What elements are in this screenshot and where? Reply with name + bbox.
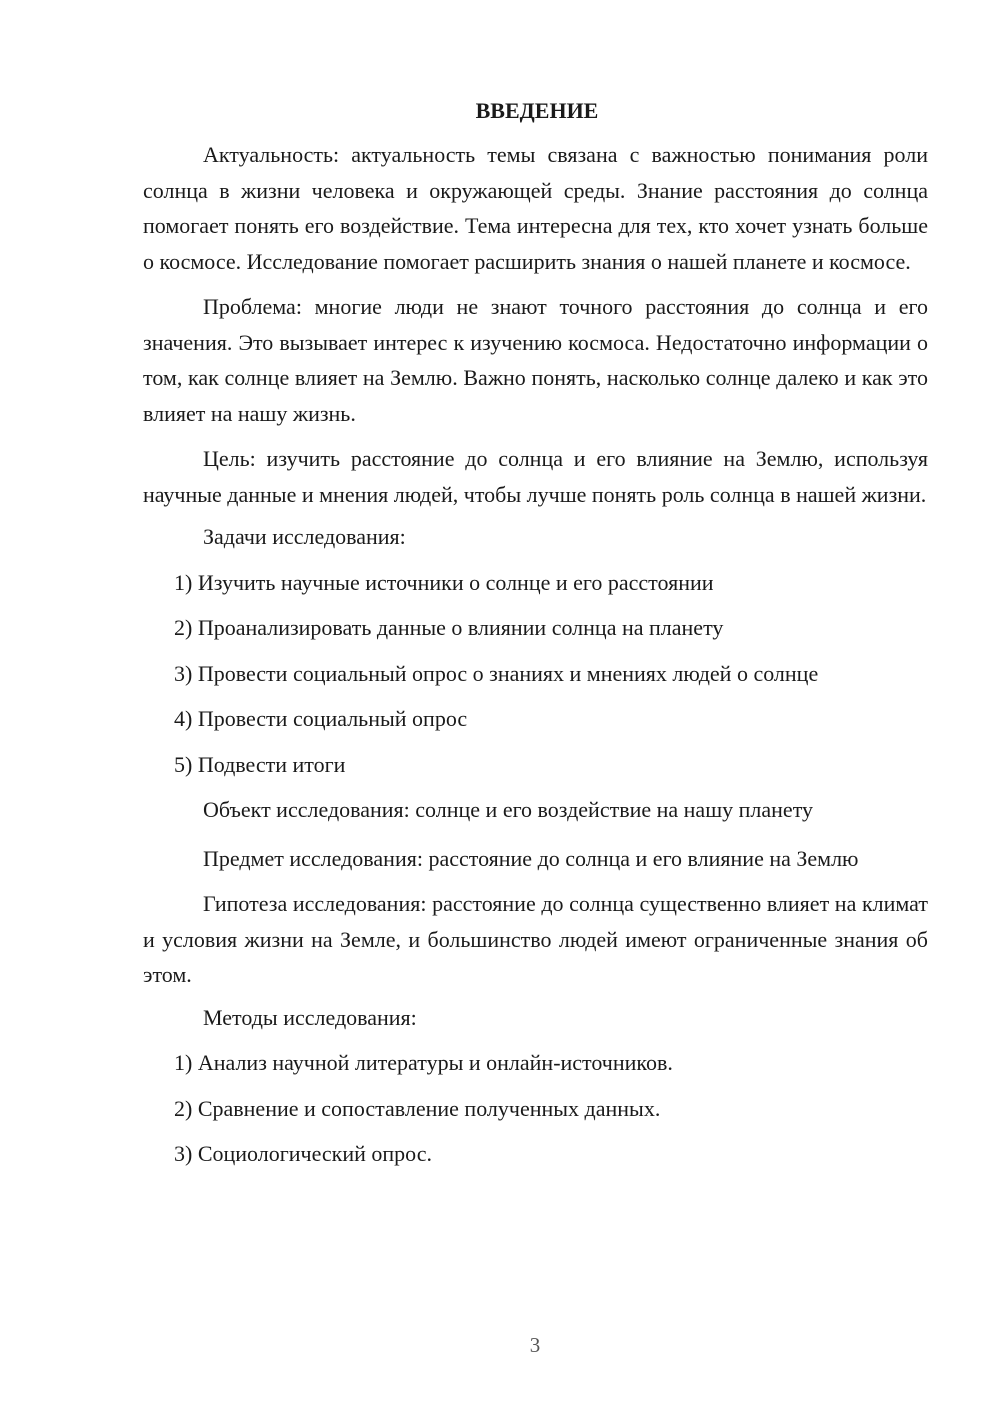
relevance-paragraph: Актуальность: актуальность темы связана с важностью понимания роли солнца в жизни человека и окружающей среды. Знание расстояния до солнца помогает понять его воздействие. Тема интересна для тех, кто хочет узнать больше о космосе. Исследование помогает расширить знания о нашей планете и космосе. — [143, 142, 928, 274]
task-item: 2) Проанализировать данные о влиянии солнца на планету — [174, 615, 724, 640]
page-content — [143, 96, 928, 1185]
method-item: 2) Сравнение и сопоставление полученных данных. — [174, 1095, 661, 1121]
method-item: 1) Анализ научной литературы и онлайн-источников. — [174, 1050, 673, 1075]
section-title: ВВЕДЕНИЕ — [475, 98, 599, 123]
tasks-heading: Задачи исследования: — [203, 524, 406, 549]
methods-heading: Методы исследования: — [203, 1004, 417, 1030]
task-item: 5) Подвести итоги — [174, 751, 346, 777]
problem-paragraph: Проблема: многие люди не знают точного расстояния до солнца и его значения. Это вызывает интерес к изучению космоса. Недостаточно информации о том, как солнце влияет на Землю. Важно понять, насколько солнце далеко и как это влияет на нашу жизнь. — [143, 294, 928, 426]
method-item: 3) Социологический опрос. — [174, 1141, 432, 1166]
task-item: 3) Провести социальный опрос о знаниях и мнениях людей о солнце — [174, 660, 819, 686]
object-line: Объект исследования: солнце и его воздействие на нашу планету — [203, 797, 814, 822]
page-number: 3 — [529, 1333, 541, 1357]
goal-paragraph: Цель: изучить расстояние до солнца и его влияние на Землю, используя научные данные и мнения людей, чтобы лучше понять роль солнца в нашей жизни. — [143, 446, 928, 507]
hypothesis-paragraph: Гипотеза исследования: расстояние до солнца существенно влияет на климат и условия жизни на Земле, и большинство людей имеют ограниченные знания об этом. — [143, 891, 928, 987]
subject-paragraph: Предмет исследования: расстояние до солнца и его влияние на Землю — [203, 845, 859, 871]
task-item: 1) Изучить научные источники о солнце и его расстоянии — [174, 569, 714, 595]
task-item: 4) Провести социальный опрос — [174, 706, 468, 731]
